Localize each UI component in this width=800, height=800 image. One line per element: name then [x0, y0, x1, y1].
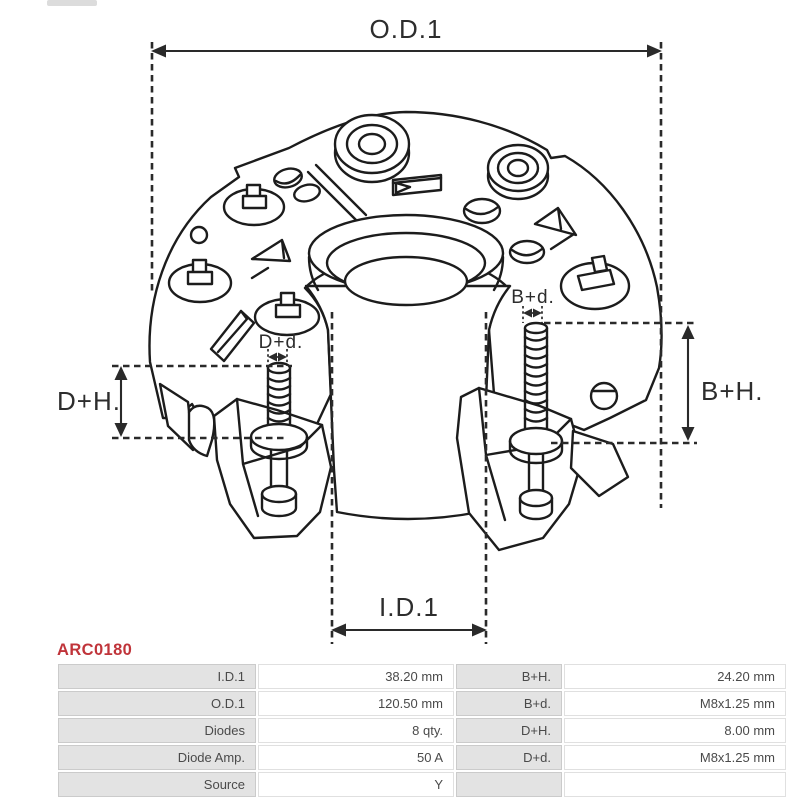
table-row	[58, 772, 786, 797]
spec-value: 24.20 mm	[564, 664, 786, 689]
right-ear	[571, 431, 628, 496]
table-row	[58, 745, 786, 770]
terminal-tower-1	[335, 115, 409, 182]
spec-label: O.D.1	[58, 691, 256, 716]
spec-label	[456, 772, 562, 797]
spec-value: 38.20 mm	[258, 664, 454, 689]
table-row	[58, 718, 786, 743]
spec-label: Source	[58, 772, 256, 797]
dh-arrowhead-up	[115, 366, 128, 380]
bd-label: B+d.	[511, 287, 555, 308]
spec-value: 8.00 mm	[564, 718, 786, 743]
spec-label: B+H.	[456, 664, 562, 689]
dh-label: D+H.	[57, 386, 121, 416]
spec-value: 50 A	[258, 745, 454, 770]
spec-label: I.D.1	[58, 664, 256, 689]
spec-table	[56, 662, 788, 799]
dh-arrowhead-down	[115, 423, 128, 437]
part-number: ARC0180	[57, 641, 133, 659]
bh-arrowhead-up	[682, 325, 695, 339]
terminal-tower-2	[488, 145, 548, 199]
od1-label: O.D.1	[369, 14, 443, 44]
table-row	[58, 691, 786, 716]
left-blob	[189, 406, 214, 456]
spec-value: 120.50 mm	[258, 691, 454, 716]
table-row	[58, 664, 786, 689]
bh-label: B+H.	[701, 376, 764, 406]
spec-label: B+d.	[456, 691, 562, 716]
spec-label: D+H.	[456, 718, 562, 743]
dd-label: D+d.	[258, 332, 304, 353]
spec-value: M8x1.25 mm	[564, 745, 786, 770]
spec-value: M8x1.25 mm	[564, 691, 786, 716]
spec-value	[564, 772, 786, 797]
id1-label: I.D.1	[379, 592, 439, 622]
collar-mouth	[345, 257, 467, 305]
spec-label: Diodes	[58, 718, 256, 743]
bh-arrowhead-down	[682, 427, 695, 441]
spec-label: D+d.	[456, 745, 562, 770]
spec-value: 8 qty.	[258, 718, 454, 743]
spec-value: Y	[258, 772, 454, 797]
spec-label: Diode Amp.	[58, 745, 256, 770]
